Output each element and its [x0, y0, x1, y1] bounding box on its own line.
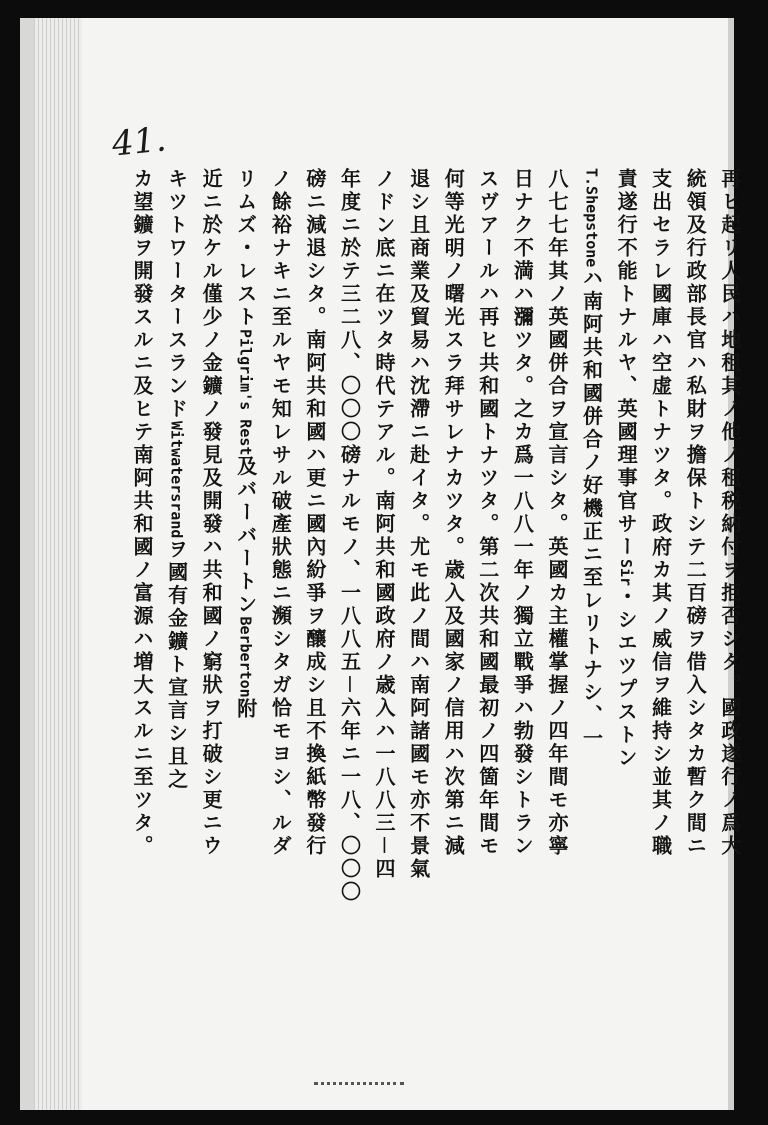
text-segment: 日ナク不満ハ瀰ツタ。之カ爲一八八一年ノ獨立戰爭ハ勃發シトラン	[510, 168, 535, 858]
text-line	[199, 168, 223, 1048]
text-segment: ノドン底ニ在ツタ時代テアル。南阿共和國政府ノ歳入ハ一八八三－四	[372, 168, 397, 881]
romanized-name: Witwatersrand	[167, 421, 186, 539]
text-line	[337, 168, 361, 1048]
text-line	[130, 168, 154, 1048]
text-line	[510, 168, 534, 1048]
text-segment: 責遂行不能トナルヤ、英國理事官サー	[614, 168, 639, 559]
page-number: 41.	[110, 119, 169, 165]
text-line	[441, 168, 465, 1048]
text-line	[165, 168, 189, 1048]
text-segment: ヲ國有金鑛ト宣言シ且之	[164, 538, 189, 792]
text-segment: 八七七年其ノ英國併合ヲ宣言シタ。英國カ主權掌握ノ四年間モ亦寧	[544, 168, 569, 858]
text-segment: スヴアールハ再ヒ共和國トナツタ。第二次共和國最初ノ四箇年間モ	[475, 168, 500, 858]
text-line	[407, 168, 431, 1048]
romanized-name: Berberton	[236, 616, 255, 698]
text-line	[649, 168, 673, 1048]
text-segment: ノ餘裕ナキニ至ルヤモ知レサル破產狀態ニ瀕シタガ恰モヨシ、ルダ	[268, 168, 293, 858]
text-segment: 退シ且商業及貿易ハ沈滯ニ赴イタ。尤モ此ノ間ハ南阿諸國モ亦不景氣	[406, 168, 431, 881]
text-segment: 附	[233, 697, 258, 721]
text-segment: 統領及行政部長官ハ私財ヲ擔保トシテ二百磅ヲ借入シタカ暫ク間ニ	[683, 168, 708, 858]
text-segment: 年度ニ於テ三二八、〇〇〇磅ナルモノ、一八八五－六年ニ一八、〇〇〇	[337, 168, 362, 904]
text-segment: カ望鑛ヲ開發スルニ及ヒテ南阿共和國ノ富源ハ増大スルニ至ツタ。	[130, 168, 154, 858]
text-line	[614, 168, 638, 1048]
text-line	[718, 168, 742, 1048]
text-line	[268, 168, 292, 1048]
text-segment: 何等光明ノ曙光スラ拜サレナカツタ。歳入及國家ノ信用ハ次第ニ減	[441, 168, 466, 858]
text-line	[372, 168, 396, 1048]
vertical-text-body	[130, 168, 742, 1048]
page-binding-edge	[34, 18, 82, 1110]
romanized-name: Sir	[617, 559, 636, 587]
book-page	[20, 18, 742, 1110]
text-segment: 磅ニ減退シタ。南阿共和國ハ更ニ國內紛爭ヲ釀成シ且不換紙幣發行	[302, 168, 327, 858]
text-segment: ・シエツプストン	[614, 586, 639, 771]
text-line	[580, 168, 604, 1048]
text-line	[303, 168, 327, 1048]
text-line	[545, 168, 569, 1048]
text-segment: 支出セラレ國庫ハ空虚トナツタ。政府カ其ノ威信ヲ維持シ並其ノ職	[648, 168, 673, 858]
text-line	[234, 168, 258, 1048]
text-segment: キツトワータースランド	[164, 168, 189, 421]
text-line	[683, 168, 707, 1048]
bottom-dotted-rule	[314, 1082, 404, 1085]
text-segment: 近ニ於ケル僅少ノ金鑛ノ發見及開發ハ共和國ノ窮狀ヲ打破シ更ニウ	[199, 168, 224, 858]
romanized-name: Pilgrim's Rest	[236, 329, 255, 456]
romanized-name: T.Shepstone	[582, 168, 601, 268]
text-segment: 再ヒ起リ人民ハ地租其ノ他ノ租税納付ヲ拒否シタ。國政遂行ノ爲大	[717, 168, 742, 858]
text-segment: リムズ・レスト	[233, 168, 258, 329]
text-segment: 及バーバートン	[233, 455, 258, 617]
text-segment: ハ南阿共和國併合ノ好機正ニ至レリトナシ、一	[579, 267, 604, 751]
text-line	[476, 168, 500, 1048]
